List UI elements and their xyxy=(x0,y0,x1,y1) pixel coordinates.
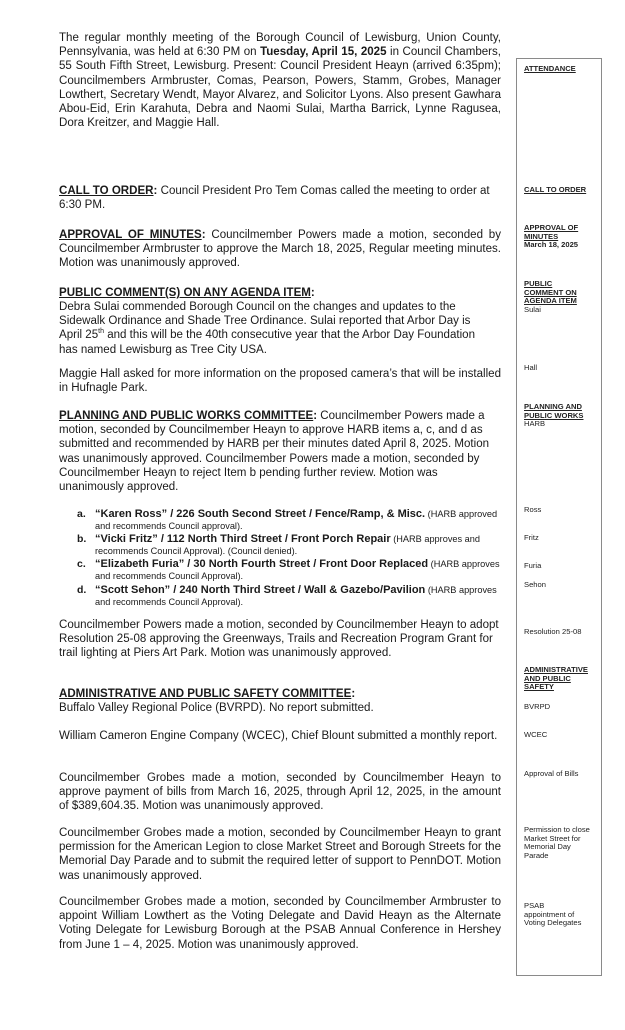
sidebar-public-comment xyxy=(524,280,588,314)
public-comment-heading-line xyxy=(59,286,501,300)
meeting-date: Tuesday, April 15, 2025 xyxy=(260,46,387,59)
psab-text: Councilmember Grobes made a motion, seconded by Councilmember Armbruster to appoint William Lowthert as the Voting Delegate and David Heayn as the Alternate Voting Delegate for Lewisburg Borough at the PSAB Annual Conference in Hershey from June 1 – 4, 2025. Motion was unanimously approved. xyxy=(59,896,501,951)
harb-item-title: “Vicki Fritz” / 112 North Third Street / Front Porch Repair xyxy=(95,533,391,546)
sidebar-note: Permission to close Market Street for Memorial Day Parade xyxy=(524,825,590,860)
sidebar-note: BVRPD xyxy=(524,702,551,711)
sulai-comment-text-continued: and this will be the 40th consecutive year that the Arbor Day Foundation has named Lewisburg as Tree City USA. xyxy=(59,329,476,356)
harb-item-note: (HARB approves and recommends Council Approval). (Council denied). xyxy=(95,534,481,557)
call-to-order-paragraph xyxy=(59,184,501,212)
admin-heading-line xyxy=(59,687,501,701)
bills-paragraph xyxy=(59,771,501,814)
bvrpd-paragraph xyxy=(59,701,501,715)
wcec-paragraph xyxy=(59,729,501,743)
sidebar-heading: ATTENDANCE xyxy=(524,64,576,73)
list-marker: d. xyxy=(77,583,87,596)
sidebar-heading: APPROVAL OF MINUTES xyxy=(524,223,579,241)
sidebar-note: Resolution 25-08 xyxy=(524,627,582,636)
sidebar-heading: PUBLIC COMMENT ON AGENDA ITEM xyxy=(524,279,577,306)
sidebar-furia xyxy=(524,562,600,571)
sidebar-wcec xyxy=(524,731,600,740)
sulai-comment-text: Debra Sulai commended Borough Council on the changes and updates to the Sidewalk Ordinance and Shade Tree Ordinance. Sulai reported that Arbor Day is April 25 xyxy=(59,301,471,342)
heading-colon: : xyxy=(201,229,206,241)
list-marker: b. xyxy=(77,533,87,546)
resolution-paragraph xyxy=(59,618,499,661)
psab-paragraph xyxy=(59,895,501,952)
list-marker: a. xyxy=(77,508,86,520)
sidebar-approval-of-minutes xyxy=(524,224,594,250)
sidebar-note: PSAB appointment of Voting Delegates xyxy=(524,901,582,928)
harb-item-title: “Scott Sehon” / 240 North Third Street / Wall & Gazebo/Pavilion xyxy=(95,583,426,596)
sidebar-psab xyxy=(524,902,586,928)
call-to-order-heading: CALL TO ORDER xyxy=(59,185,154,197)
sidebar-sehon xyxy=(524,581,600,590)
sidebar-bvrpd xyxy=(524,703,600,712)
sidebar-hall xyxy=(524,364,600,373)
approval-of-minutes-paragraph xyxy=(59,228,501,271)
sidebar-note: HARB xyxy=(524,419,546,429)
bvrpd-text: Buffalo Valley Regional Police (BVRPD). No report submitted. xyxy=(59,702,374,714)
hall-comment-text: Maggie Hall asked for more information on the proposed camera’s that will be installed in Hufnagle Park. xyxy=(59,368,501,395)
sidebar-fritz xyxy=(524,534,600,543)
approval-of-minutes-heading: APPROVAL OF MINUTES xyxy=(59,229,202,241)
heading-colon: : xyxy=(351,688,356,700)
sidebar-note: WCEC xyxy=(524,730,548,739)
sidebar-call-to-order xyxy=(524,186,600,195)
planning-text: Councilmember Powers made a motion, seconded by Councilmember Heayn to approve HARB items a, c, and d as submitted and recommended by HARB per their minutes dated April 8, 2025. Motion was unanimously approved. Councilmember Powers made a motion, seconded by Councilmember Heayn to reject Item b pending further review. Motion was unanimously approved. xyxy=(59,410,490,494)
harb-item-note: (HARB approves and recommends Council Approval). xyxy=(95,584,497,607)
public-comment-hall-paragraph xyxy=(59,367,501,395)
sidebar-note: Furia xyxy=(524,561,542,570)
list-marker: c. xyxy=(77,558,86,571)
sidebar-heading: CALL TO ORDER xyxy=(524,185,587,194)
harb-item xyxy=(77,533,505,557)
sidebar-note: Approval of Bills xyxy=(524,769,579,778)
heading-colon: : xyxy=(313,410,318,422)
attendance-paragraph xyxy=(59,31,501,130)
planning-paragraph xyxy=(59,409,499,494)
sidebar-note: Sehon xyxy=(524,580,546,589)
approval-of-minutes-text: Councilmember Powers made a motion, seconded by Councilmember Armbruster to approve the March 18, 2025, Regular meeting minutes. Motion was unanimously approved. xyxy=(59,229,501,270)
attendance-text: The regular monthly meeting of the Borough Council of Lewisburg, Union County, Pennsylvania, was held at 6:30 PM on xyxy=(59,32,501,59)
sidebar-heading: ADMINISTRATIVE AND PUBLIC SAFETY xyxy=(524,665,588,692)
sidebar-date: March 18, 2025 xyxy=(524,240,579,250)
harb-item xyxy=(77,558,505,582)
resolution-text: Councilmember Powers made a motion, seconded by Councilmember Heayn to adopt Resolution 25-08 approving the Greenways, Trails and Recreation Program Grant for trail lighting at Piers Art Park. Motion was unanimously approved. xyxy=(59,619,499,660)
harb-item xyxy=(77,508,505,532)
public-comment-heading: PUBLIC COMMENT(S) ON ANY AGENDA ITEM xyxy=(59,287,311,299)
harb-item-title: “Karen Ross” / 226 South Second Street / Fence/Ramp, & Misc. xyxy=(95,508,426,520)
harb-item-note: (HARB approved and recommends Council approval). xyxy=(95,509,498,531)
harb-item-note: (HARB approves and recommends Council Approval). xyxy=(95,559,500,582)
heading-colon: : xyxy=(153,185,158,197)
sidebar-admin xyxy=(524,666,596,692)
parade-paragraph xyxy=(59,826,501,883)
harb-item-title: “Elizabeth Furia” / 30 North Fourth Street / Front Door Replaced xyxy=(95,558,429,571)
heading-colon: : xyxy=(310,287,315,299)
sidebar-note: Hall xyxy=(524,363,538,372)
sidebar-bills xyxy=(524,770,600,779)
sidebar-note: Sulai xyxy=(524,304,541,314)
attendance-text-continued: in Council Chambers, 55 South Fifth Street, Lewisburg. Present: Council President Heayn (arrived 6:35pm); Councilmembers Armbruster, Comas, Pearson, Powers, Stamm, Grobes, Manager Lowthert, Secretary Wendt, Mayor Alvarez, and Solicitor Lyons. Also present Gawhara Abou-Eid, Erin Karahuta, Debra and Naomi Sulai, Martha Barrick, Lynne Ragusea, Dora Kreitzer, and Maggie Hall. xyxy=(59,46,502,130)
sidebar-heading: PLANNING AND PUBLIC WORKS xyxy=(524,402,584,420)
call-to-order-text: Council President Pro Tem Comas called the meeting to order at 6:30 PM. xyxy=(59,185,490,212)
sidebar-planning xyxy=(524,403,594,429)
harb-items-list xyxy=(77,508,505,609)
sidebar-attendance xyxy=(524,65,600,74)
bills-text: Councilmember Grobes made a motion, seconded by Councilmember Heayn to approve payment of bills from March 16, 2025, through April 12, 2025, in the amount of $389,604.35. Motion was unanimously approved. xyxy=(59,772,501,813)
admin-heading: ADMINISTRATIVE AND PUBLIC SAFETY COMMITTEE xyxy=(59,688,352,700)
parade-text: Councilmember Grobes made a motion, seconded by Councilmember Heayn to grant permission for the American Legion to close Market Street and Borough Streets for the Memorial Day Parade and to submit the required letter of support to PennDOT. Motion was unanimously approved. xyxy=(59,827,501,882)
sidebar-resolution xyxy=(524,628,600,637)
sidebar-note: Ross xyxy=(524,505,542,514)
sidebar-note: Fritz xyxy=(524,533,539,542)
harb-item xyxy=(77,584,505,608)
sidebar-parade xyxy=(524,826,596,860)
planning-heading: PLANNING AND PUBLIC WORKS COMMITTEE xyxy=(59,410,314,422)
sidebar-ross xyxy=(524,506,600,515)
wcec-text: William Cameron Engine Company (WCEC), Chief Blount submitted a monthly report. xyxy=(59,730,498,742)
ordinal-suffix: th xyxy=(98,328,104,336)
public-comment-sulai-paragraph xyxy=(59,300,495,357)
